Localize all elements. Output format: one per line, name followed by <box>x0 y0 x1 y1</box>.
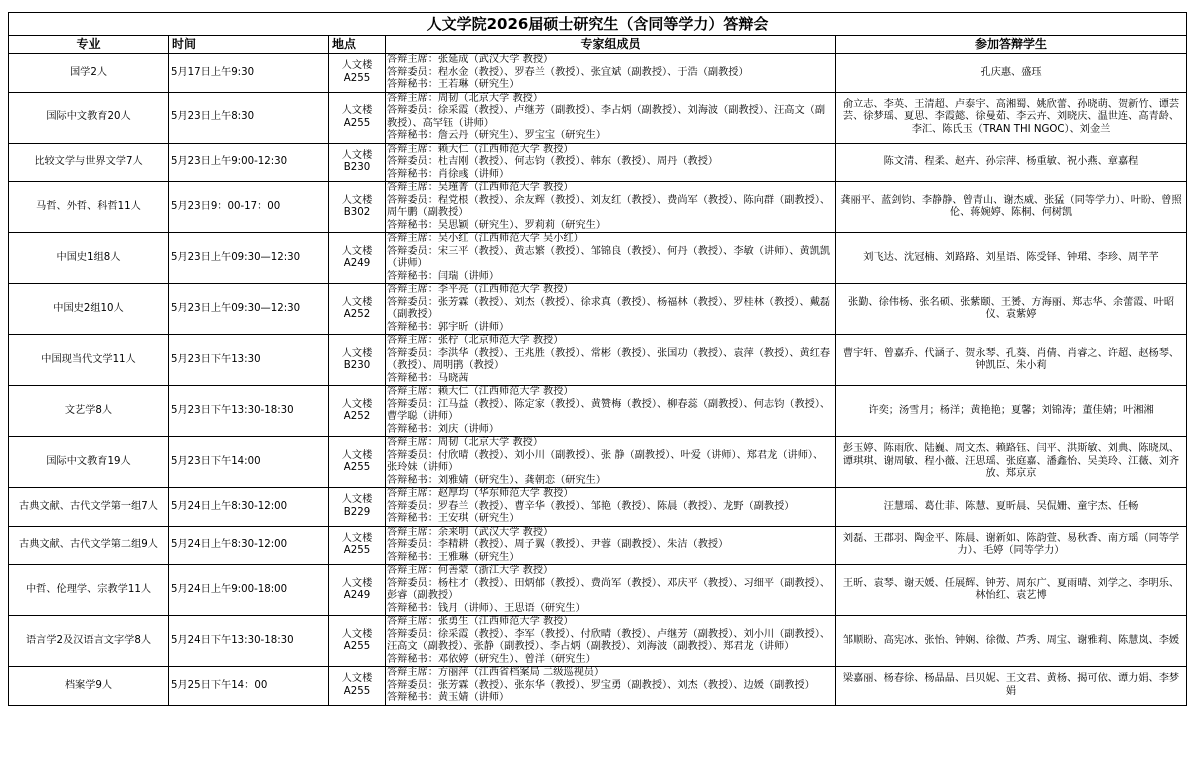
major-cell: 档案学9人 <box>9 667 169 706</box>
secretary-line: 答辩秘书：钱月（讲师）、王思语（研究生） <box>387 602 586 614</box>
major-cell: 文艺学8人 <box>9 386 169 437</box>
place-cell: 人文楼A249 <box>329 565 386 616</box>
place-cell: 人文楼B229 <box>329 488 386 527</box>
members-line: 答辩委员：程水金（教授）、罗春兰（教授）、张宜斌（副教授）、于浩（副教授） <box>387 66 749 78</box>
major-cell: 国际中文教育19人 <box>9 437 169 488</box>
students-cell: 陈文清、程柔、赵卉、孙宗萍、杨重敏、祝小燕、章嘉程 <box>836 143 1187 182</box>
place-cell: 人文楼A252 <box>329 284 386 335</box>
major-cell: 马哲、外哲、科哲11人 <box>9 182 169 233</box>
members-line: 答辩委员：宋三平（教授）、黄志繁（教授）、邹锦良（教授）、何丹（教授）、李敏（讲师）、黄凯凯（讲师） <box>387 245 831 269</box>
secretary-line: 答辩秘书：闫瑞（讲师） <box>387 270 500 282</box>
members-line: 答辩委员：程党根（教授）、余友辉（教授）、刘友红（教授）、费尚军（教授）、陈向群（副教授）、周午鹏（副教授） <box>387 194 831 218</box>
members-line: 答辩委员：江马益（教授）、陈定家（教授）、黄赞梅（教授）、柳春蕊（副教授）、何志钧（教授）、曹学聪（讲师） <box>387 398 831 422</box>
chair-line: 答辩主席：张勇生（江西师范大学 教授） <box>387 616 574 627</box>
students-cell: 梁嘉丽、杨春徐、杨晶晶、吕贝妮、王文君、黄杨、揭可依、谭力娟、李梦娟 <box>836 667 1187 706</box>
members-line: 答辩委员：张芳霖（教授）、刘杰（教授）、徐求真（教授）、杨福林（教授）、罗桂林（教授）、戴磊（副教授） <box>387 296 831 320</box>
secretary-line: 答辩秘书：邓依婷（研究生）、曾洋（研究生） <box>387 653 596 665</box>
students-cell: 王昕、袁琴、谢天媛、任展辉、钟芳、周东广、夏雨晴、刘学之、李明乐、林怡红、袁艺博 <box>836 565 1187 616</box>
students-cell: 俞立志、李英、王清超、卢泰宇、高湘蜀、姚欣蕾、孙晓萌、贺新竹、谭芸芸、徐梦瑶、夏思、李霞懿、徐曼茹、李云卉、刘晓庆、温世连、高青龄、李汇、陈氏玉（TRAN THI NGOC）、刘金兰 <box>836 92 1187 143</box>
students-cell: 许奕；汤雪月；杨洋；黄艳艳；夏馨；刘锦涛；董佳婧；叶湘湘 <box>836 386 1187 437</box>
header-time: 时间 <box>169 36 329 54</box>
secretary-line: 答辩秘书：王雅琳（研究生） <box>387 551 520 563</box>
defense-schedule-table <box>8 12 1187 706</box>
students-cell: 龚丽平、蓝剑钧、李静静、曾青山、谢杰威、张猛（同等学力）、叶盼、曾照伦、蒋婉婷、陈桐、何树凯 <box>836 182 1187 233</box>
table-row <box>9 667 1187 706</box>
major-cell: 比较文学与世界文学7人 <box>9 143 169 182</box>
chair-line: 答辩主席：方丽萍（江西省档案局 二级巡视员） <box>387 667 605 678</box>
experts-cell <box>386 488 836 527</box>
time-cell: 5月23日上午09:30—12:30 <box>169 233 329 284</box>
major-cell: 古典文献、古代文学第二组9人 <box>9 526 169 565</box>
table-row <box>9 143 1187 182</box>
chair-line: 答辩主席：赖大仁（江西师范大学 教授） <box>387 386 574 397</box>
defense-schedule-sheet <box>8 12 1186 706</box>
table-row <box>9 488 1187 527</box>
table-row <box>9 437 1187 488</box>
major-cell: 古典文献、古代文学第一组7人 <box>9 488 169 527</box>
secretary-line: 答辩秘书：刘雅婧（研究生）、龚朝恋（研究生） <box>387 474 607 486</box>
students-cell: 曹宇轩、曾嘉乔、代涵子、贺永琴、孔葵、肖倩、肖睿之、许超、赵杨琴、钟凯臣、朱小莉 <box>836 335 1187 386</box>
table-row <box>9 386 1187 437</box>
place-cell: 人文楼A255 <box>329 54 386 93</box>
experts-cell <box>386 143 836 182</box>
students-cell: 邹顺盼、高宪冰、张怡、钟娴、徐微、芦秀、周宝、谢雅莉、陈慧岚、李媛 <box>836 616 1187 667</box>
chair-line: 答辩主席：吴瑾菁（江西师范大学 教授） <box>387 182 574 193</box>
major-cell: 国学2人 <box>9 54 169 93</box>
header-experts: 专家组成员 <box>386 36 836 54</box>
secretary-line: 答辩秘书：詹云丹（研究生）、罗宝宝（研究生） <box>387 130 607 141</box>
members-line: 答辩委员：李洪华（教授）、王兆胜（教授）、常彬（教授）、张国功（教授）、袁萍（教授）、黄红春（教授）、周明鹃（教授） <box>387 347 831 371</box>
students-cell: 汪慧瑶、葛仕菲、陈慧、夏昕晨、吴侃姗、童宇杰、任畅 <box>836 488 1187 527</box>
header-major: 专业 <box>9 36 169 54</box>
students-cell: 彭玉婷、陈雨欣、陆巍、周文杰、赖路钰、闫平、洪斯敏、刘典、陈晓凤、谭琪琪、谢周敏、程小薇、汪思瑶、张庭嘉、潘鑫怡、吴美玲、江薇、刘齐放、郑京京 <box>836 437 1187 488</box>
members-line: 答辩委员：罗春兰（教授）、曹辛华（教授）、邹艳（教授）、陈晨（教授）、龙野（副教授） <box>387 500 795 512</box>
time-cell: 5月24日上午9:00-18:00 <box>169 565 329 616</box>
time-cell: 5月24日上午8:30-12:00 <box>169 526 329 565</box>
time-cell: 5月23日上午09:30—12:30 <box>169 284 329 335</box>
table-row <box>9 616 1187 667</box>
table-row <box>9 54 1187 93</box>
time-cell: 5月23日下午14:00 <box>169 437 329 488</box>
table-row <box>9 182 1187 233</box>
members-line: 答辩委员：李精耕（教授）、周子翼（教授）、尹蓉（副教授）、朱洁（教授） <box>387 539 729 550</box>
major-cell: 中国现当代文学11人 <box>9 335 169 386</box>
place-cell: 人文楼A255 <box>329 526 386 565</box>
place-cell: 人文楼A255 <box>329 92 386 143</box>
chair-line: 答辩主席：余来明（武汉大学 教授） <box>387 526 554 538</box>
secretary-line: 答辩秘书：王若琳（研究生） <box>387 79 520 90</box>
header-students: 参加答辩学生 <box>836 36 1187 54</box>
place-cell: 人文楼A255 <box>329 667 386 706</box>
secretary-line: 答辩秘书：马晓茜 <box>387 372 469 384</box>
students-cell: 刘磊、王郡羽、陶金平、陈晨、谢新如、陈韵萱、易秋香、南方瑶（同等学力）、毛婷（同等学力） <box>836 526 1187 565</box>
members-line: 答辩委员：徐采霞（教授）、李军（教授）、付欣晴（教授）、卢继芳（副教授）、刘小川（副教授）、汪高文（副教授）、张静（副教授）、李占炳（副教授）、刘海波（副教授）、郑君龙（讲师） <box>387 628 831 652</box>
experts-cell <box>386 616 836 667</box>
members-line: 答辩委员：杨柱才（教授）、田炳郁（教授）、费尚军（教授）、邓庆平（教授）、习细平（副教授）、彭睿（副教授） <box>387 577 831 601</box>
place-cell: 人文楼A255 <box>329 616 386 667</box>
chair-line: 答辩主席：周韧（北京大学 教授） <box>387 437 544 448</box>
experts-cell <box>386 92 836 143</box>
time-cell: 5月24日下午13:30-18:30 <box>169 616 329 667</box>
experts-cell <box>386 565 836 616</box>
members-line: 答辩委员：付欣晴（教授）、刘小川（副教授）、张 静（副教授）、叶爱（讲师）、郑君龙（讲师）、张玲妹（讲师） <box>387 449 824 473</box>
experts-cell <box>386 233 836 284</box>
schedule-rows <box>9 54 1187 706</box>
students-cell: 张勤、徐伟杨、张名硕、张紫颐、王赟、方海丽、郑志华、余蕾霞、叶昭仪、袁紫婷 <box>836 284 1187 335</box>
table-row <box>9 565 1187 616</box>
time-cell: 5月17日上午9:30 <box>169 54 329 93</box>
students-cell: 孔庆惠、盛珏 <box>836 54 1187 93</box>
members-line: 答辩委员：张芳霖（教授）、张东华（教授）、罗宝勇（副教授）、刘杰（教授）、边媛（副教授） <box>387 679 815 691</box>
time-cell: 5月23日上午8:30 <box>169 92 329 143</box>
place-cell: 人文楼B230 <box>329 143 386 182</box>
secretary-line: 答辩秘书：黄玉婧（讲师） <box>387 692 510 703</box>
table-row <box>9 335 1187 386</box>
table-row <box>9 92 1187 143</box>
experts-cell <box>386 437 836 488</box>
chair-line: 答辩主席：赖大仁（江西师范大学 教授） <box>387 143 574 155</box>
members-line: 答辩委员：杜吉刚（教授）、何志钧（教授）、韩东（教授）、周丹（教授） <box>387 156 719 167</box>
page-title: 人文学院2026届硕士研究生（含同等学力）答辩会 <box>9 13 1187 36</box>
experts-cell <box>386 54 836 93</box>
secretary-line: 答辩秘书：郭宇昕（讲师） <box>387 321 510 333</box>
place-cell: 人文楼A255 <box>329 437 386 488</box>
table-row <box>9 284 1187 335</box>
experts-cell <box>386 526 836 565</box>
major-cell: 语言学2及汉语言文字学8人 <box>9 616 169 667</box>
time-cell: 5月23日下午13:30 <box>169 335 329 386</box>
chair-line: 答辩主席：吴小红（江西师范大学 吴小红） <box>387 233 584 244</box>
secretary-line: 答辩秘书：吴思颖（研究生）、罗莉莉（研究生） <box>387 219 607 231</box>
students-cell: 刘飞达、沈冠楠、刘路路、刘星语、陈受铎、钟珺、李珍、周芊芊 <box>836 233 1187 284</box>
secretary-line: 答辩秘书：刘庆（讲师） <box>387 423 500 435</box>
chair-line: 答辩主席：张延成（武汉大学 教授） <box>387 54 554 65</box>
experts-cell <box>386 667 836 706</box>
place-cell: 人文楼B230 <box>329 335 386 386</box>
time-cell: 5月23日9：00-17：00 <box>169 182 329 233</box>
chair-line: 答辩主席：李平亮（江西师范大学 教授） <box>387 284 574 295</box>
header-place: 地点 <box>329 36 386 54</box>
experts-cell <box>386 386 836 437</box>
experts-cell <box>386 335 836 386</box>
table-row <box>9 526 1187 565</box>
table-row <box>9 233 1187 284</box>
major-cell: 中国史1组8人 <box>9 233 169 284</box>
place-cell: 人文楼B302 <box>329 182 386 233</box>
header-row <box>9 36 1187 54</box>
major-cell: 中国史2组10人 <box>9 284 169 335</box>
experts-cell <box>386 182 836 233</box>
chair-line: 答辩主席：赵厚均（华东师范大学 教授） <box>387 488 574 499</box>
time-cell: 5月23日下午13:30-18:30 <box>169 386 329 437</box>
place-cell: 人文楼A252 <box>329 386 386 437</box>
major-cell: 中哲、伦理学、宗教学11人 <box>9 565 169 616</box>
place-cell: 人文楼A249 <box>329 233 386 284</box>
members-line: 答辩委员：徐采霞（教授）、卢继芳（副教授）、李占炳（副教授）、刘海波（副教授）、汪高文（副教授）、高罕钰（讲师） <box>387 105 826 129</box>
experts-cell <box>386 284 836 335</box>
secretary-line: 答辩秘书：肖徐彧（讲师） <box>387 168 510 180</box>
chair-line: 答辩主席：何善蒙（浙江大学 教授） <box>387 565 554 576</box>
major-cell: 国际中文教育20人 <box>9 92 169 143</box>
time-cell: 5月24日上午8:30-12:00 <box>169 488 329 527</box>
secretary-line: 答辩秘书：王安琪（研究生） <box>387 513 520 524</box>
time-cell: 5月25日下午14：00 <box>169 667 329 706</box>
time-cell: 5月23日上午9:00-12:30 <box>169 143 329 182</box>
chair-line: 答辩主席：周韧（北京大学 教授） <box>387 92 544 104</box>
chair-line: 答辩主席：张柠（北京师范大学 教授） <box>387 335 564 346</box>
